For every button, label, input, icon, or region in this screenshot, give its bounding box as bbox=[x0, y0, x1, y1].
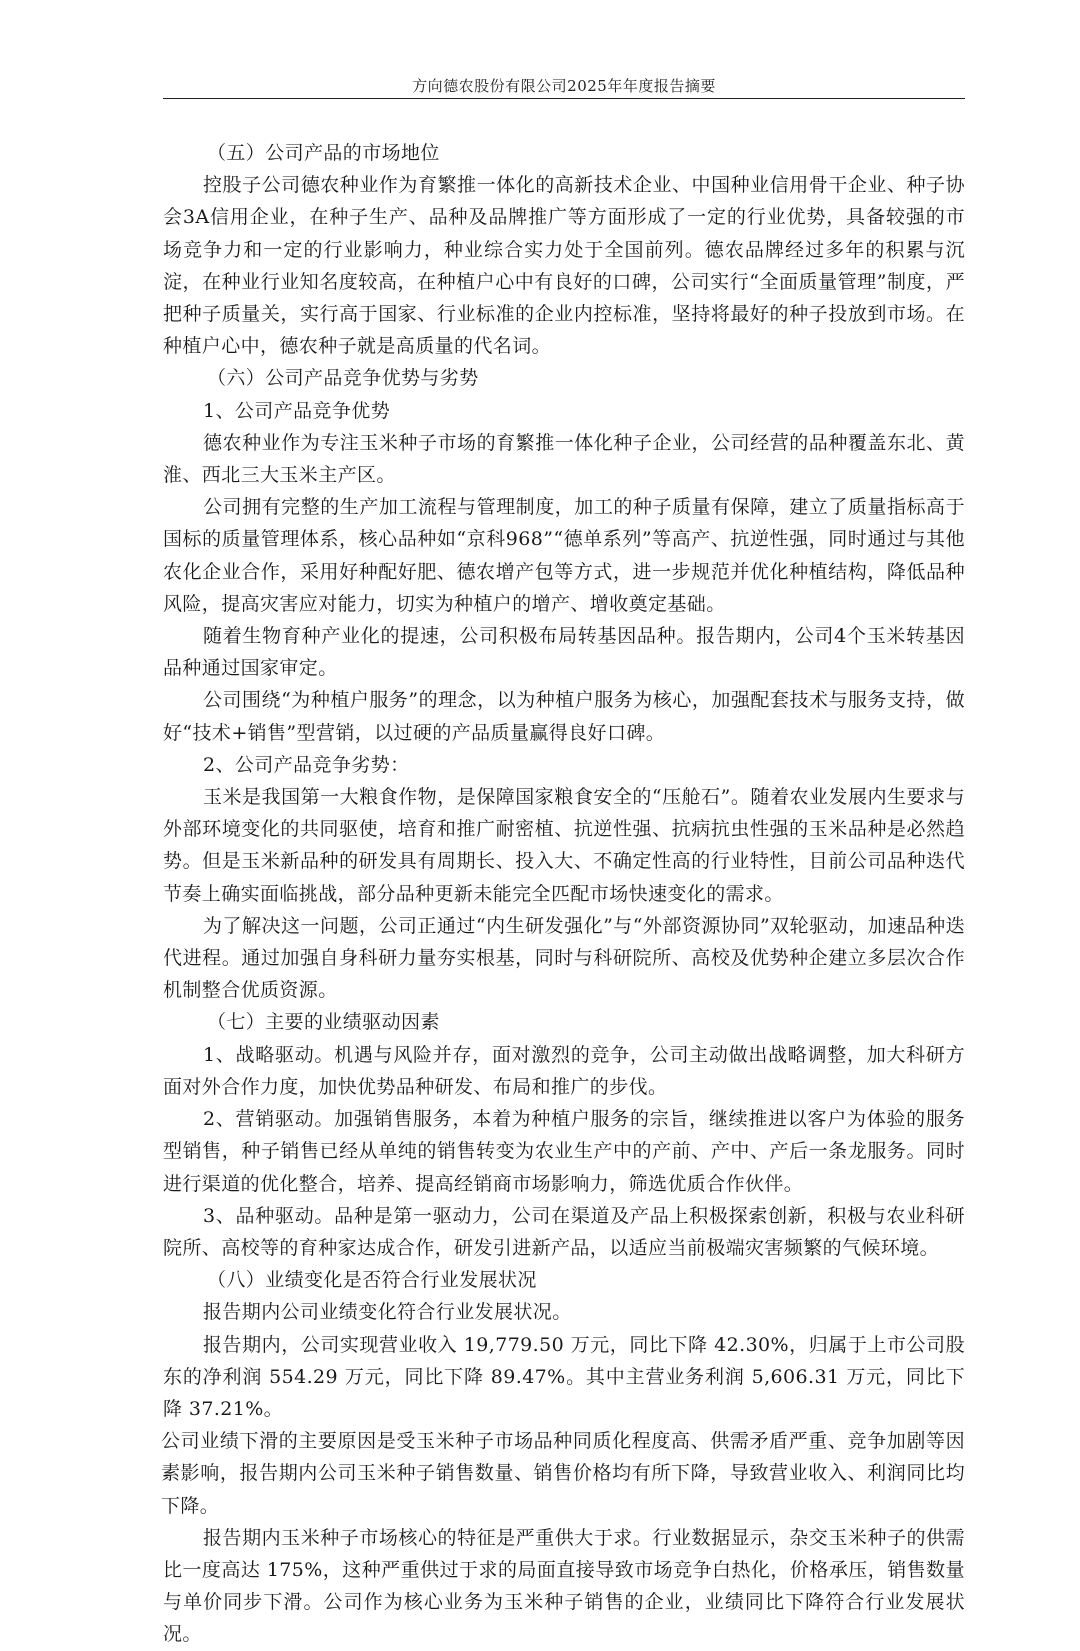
section-8-paragraph-1: 报告期内公司业绩变化符合行业发展状况。 bbox=[203, 1301, 572, 1324]
section-6-1-paragraph-1: 德农种业作为专注玉米种子市场的育繁推一体化种子企业，公司经营的品种覆盖东北、黄淮、西北三大玉米主产区。 bbox=[163, 431, 965, 487]
section-5-heading: （五）公司产品的市场地位 bbox=[207, 142, 440, 164]
section-7-heading: （七）主要的业绩驱动因素 bbox=[207, 1011, 440, 1034]
section-8-paragraph-4: 报告期内玉米种子市场核心的特征是严重供大于求。行业数据显示，杂交玉米种子的供需比一度高达 175%，这种严重供过于求的局面直接导致市场竞争白热化，价格承压，销售数量与单价同步下滑。公司作为核心业务为玉米种子销售的企业，业绩同比下降符合行业发展状况。 bbox=[163, 1526, 965, 1646]
page-header-title: 方向德农股份有限公司2025年年度报告摘要 bbox=[412, 77, 716, 95]
section-5-paragraph: 控股子公司德农种业作为育繁推一体化的高新技术企业、中国种业信用骨干企业、种子协会3A信用企业，在种子生产、品种及品牌推广等方面形成了一定的行业优势，具备较强的市场竞争力和一定的行业影响力，种业综合实力处于全国前列。德农品牌经过多年的积累与沉淀，在种业行业知名度较高，在种植户心中有良好的口碑，公司实行“全面质量管理”制度，严把种子质量关，实行高于国家、行业标准的企业内控标准，坚持将最好的种子投放到市场。在种植户心中，德农种子就是高质量的代名词。 bbox=[163, 174, 965, 358]
section-6-1-paragraph-4: 公司围绕“为种植户服务”的理念，以为种植户服务为核心，加强配套技术与服务支持，做好“技术+销售”型营销，以过硬的产品质量赢得良好口碑。 bbox=[163, 689, 965, 744]
section-6-2-heading: 2、公司产品竞争劣势： bbox=[203, 753, 410, 776]
section-6-2-paragraph-2: 为了解决这一问题，公司正通过“内生研发强化”与“外部资源协同”双轮驱动，加速品种迭代进程。通过加强自身科研力量夯实根基，同时与科研院所、高校及优势种企建立多层次合作机制整合优质资源。 bbox=[163, 914, 965, 1002]
section-8-heading: （八）业绩变化是否符合行业发展状况 bbox=[207, 1269, 537, 1292]
section-7-paragraph-1: 1、战略驱动。机遇与风险并存，面对激烈的竞争，公司主动做出战略调整，加大科研方面对外合作力度，加快优势品种研发、布局和推广的步伐。 bbox=[163, 1043, 965, 1098]
section-6-1-paragraph-2: 公司拥有完整的生产加工流程与管理制度，加工的种子质量有保障，建立了质量指标高于国标的质量管理体系，核心品种如“京科968”“德单系列”等高产、抗逆性强，同时通过与其他农化企业合作，采用好种配好肥、德农增产包等方式，进一步规范并优化种植结构，降低品种风险，提高灾害应对能力，切实为种植户的增产、增收奠定基础。 bbox=[163, 496, 965, 615]
section-6-1-paragraph-3: 随着生物育种产业化的提速，公司积极布局转基因品种。报告期内，公司4个玉米转基因品种通过国家审定。 bbox=[163, 625, 965, 680]
header-divider bbox=[163, 98, 965, 99]
section-7-paragraph-2: 2、营销驱动。加强销售服务，本着为种植户服务的宗旨，继续推进以客户为体验的服务型销售，种子销售已经从单纯的销售转变为农业生产中的产前、产中、产后一条龙服务。同时进行渠道的优化整合，培养、提高经销商市场影响力，筛选优质合作伙伴。 bbox=[163, 1108, 965, 1195]
section-8-paragraph-3: 公司业绩下滑的主要原因是受玉米种子市场品种同质化程度高、供需矛盾严重、竞争加剧等因素影响，报告期内公司玉米种子销售数量、销售价格均有所下降，导致营业收入、利润同比均下降。 bbox=[161, 1430, 965, 1517]
document-body bbox=[163, 137, 965, 1651]
section-6-2-paragraph-1: 玉米是我国第一大粮食作物，是保障国家粮食安全的“压舱石”。随着农业发展内生要求与外部环境变化的共同驱使，培育和推广耐密植、抗逆性强、抗病抗虫性强的玉米品种是必然趋势。但是玉米新品种的研发具有周期长、投入大、不确定性高的行业特性，目前公司品种迭代节奏上确实面临挑战，部分品种更新未能完全匹配市场快速变化的需求。 bbox=[163, 786, 965, 905]
section-6-heading: （六）公司产品竞争优势与劣势 bbox=[207, 367, 479, 390]
section-8-paragraph-2: 报告期内，公司实现营业收入 19,779.50 万元，同比下降 42.30%，归属于上市公司股东的净利润 554.29 万元，同比下降 89.47%。其中主营业务利润 5,606.31 万元，同比下降 37.21%。 bbox=[163, 1333, 965, 1420]
section-7-paragraph-3: 3、品种驱动。品种是第一驱动力，公司在渠道及产品上积极探索创新，积极与农业科研院所、高校等的育种家达成合作，研发引进新产品，以适应当前极端灾害频繁的气候环境。 bbox=[163, 1204, 965, 1259]
section-6-1-heading: 1、公司产品竞争优势 bbox=[203, 399, 391, 422]
